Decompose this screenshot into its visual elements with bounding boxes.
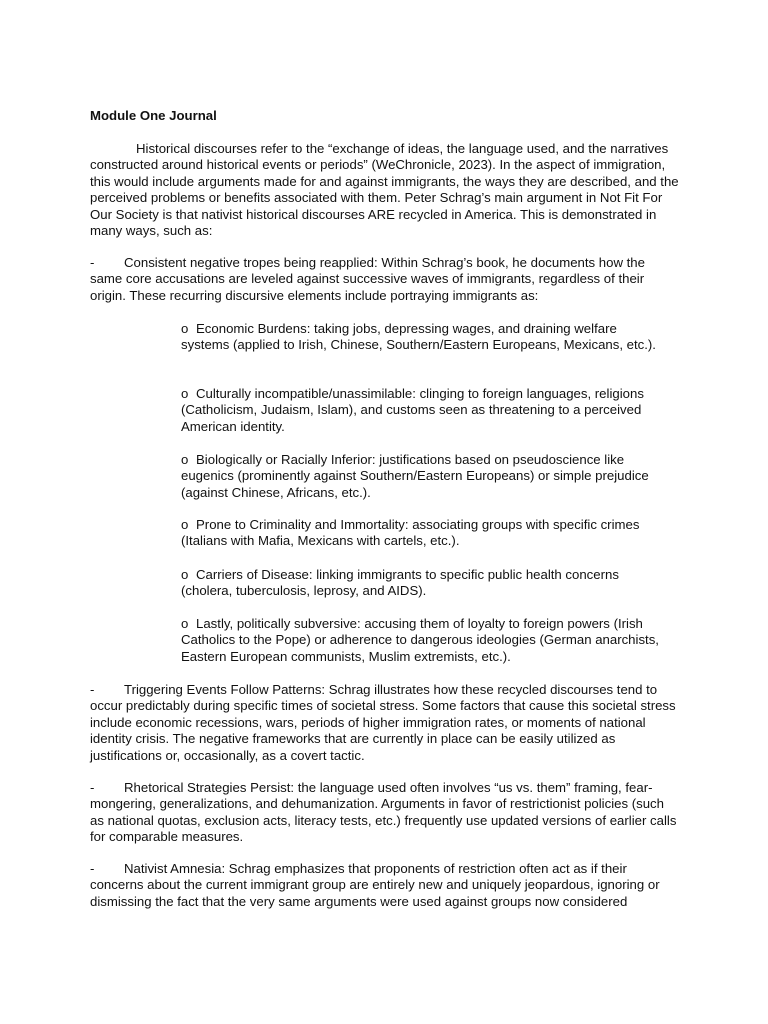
bullet-marker: o (181, 616, 189, 631)
trope-text: Biologically or Racially Inferior: justifications based on pseudoscience like eugenics (prominently against Southern/Eastern Europeans) or simple prejudice (against Chinese, Africans, etc.). (181, 452, 649, 500)
bullet-marker: o (181, 567, 189, 582)
bullet-marker: o (181, 517, 189, 532)
trope-text: Carriers of Disease: linking immigrants to specific public health concerns (cholera, tuberculosis, leprosy, and AIDS). (181, 567, 619, 599)
bullet-marker: o (181, 386, 189, 401)
trope-text: Culturally incompatible/unassimilable: clinging to foreign languages, religions (Catholicism, Judaism, Islam), and customs seen as threatening to a perceived American identity. (181, 386, 644, 434)
bullet-marker: o (181, 321, 189, 336)
dash-marker: - (90, 682, 95, 697)
point-text: Nativist Amnesia: Schrag emphasizes that proponents of restriction often act as if their concerns about the current immigrant group are entirely new and uniquely jeopardous, ignoring or dismissing the fact that the very same arguments were used against groups now considered (90, 861, 660, 909)
trope-text: Economic Burdens: taking jobs, depressing wages, and draining welfare systems (applied to Irish, Chinese, Southern/Eastern Europeans, Mexicans, etc.). (181, 321, 656, 353)
trope-racially-inferior (181, 452, 661, 501)
trope-text: Lastly, politically subversive: accusing them of loyalty to foreign powers (Irish Catholics to the Pope) or adherence to dangerous ideologies (German anarchists, Eastern European communists, Muslim extremists, etc.). (181, 616, 659, 664)
point-consistent-tropes (90, 255, 680, 304)
point-text: Triggering Events Follow Patterns: Schrag illustrates how these recycled discourses tend to occur predictably during specific times of societal stress. Some factors that cause this societal stress include economic recessions, wars, periods of higher immigration rates, or moments of national identity crisis. The negative frameworks that are currently in place can be easily utilized as justifications or, occasionally, as a covert tactic. (90, 682, 676, 763)
trope-politically-subversive (181, 616, 661, 665)
dash-marker: - (90, 255, 95, 270)
bullet-marker: o (181, 452, 189, 467)
trope-disease (181, 567, 661, 600)
trope-culturally-incompatible (181, 386, 661, 435)
dash-marker: - (90, 861, 95, 876)
trope-text: Prone to Criminality and Immortality: associating groups with specific crimes (Italians with Mafia, Mexicans with cartels, etc.). (181, 517, 640, 549)
point-text: Rhetorical Strategies Persist: the language used often involves “us vs. them” framing, fear-mongering, generalizations, and dehumanization. Arguments in favor of restrictionist policies (such as national quotas, exclusion acts, literacy tests, etc.) frequently use updated versions of earlier calls for comparable measures. (90, 780, 677, 845)
point-rhetorical-strategies (90, 780, 680, 846)
intro-paragraph: Historical discourses refer to the “exchange of ideas, the language used, and the narratives constructed around historical events or periods” (WeChronicle, 2023). In the aspect of immigration, this would include arguments made for and against immigrants, the ways they are described, and the perceived problems or benefits associated with them. Peter Schrag’s main argument in Not Fit For Our Society is that nativist historical discourses ARE recycled in America. This is demonstrated in many ways, such as: (90, 141, 679, 239)
trope-criminality (181, 517, 661, 550)
document-title: Module One Journal (90, 108, 217, 123)
trope-economic-burdens (181, 321, 661, 354)
dash-marker: - (90, 780, 95, 795)
point-triggering-events (90, 682, 680, 764)
point-text: Consistent negative tropes being reapplied: Within Schrag’s book, he documents how the same core accusations are leveled against successive waves of immigrants, regardless of their origin. These recurring discursive elements include portraying immigrants as: (90, 255, 645, 303)
point-nativist-amnesia (90, 861, 680, 910)
